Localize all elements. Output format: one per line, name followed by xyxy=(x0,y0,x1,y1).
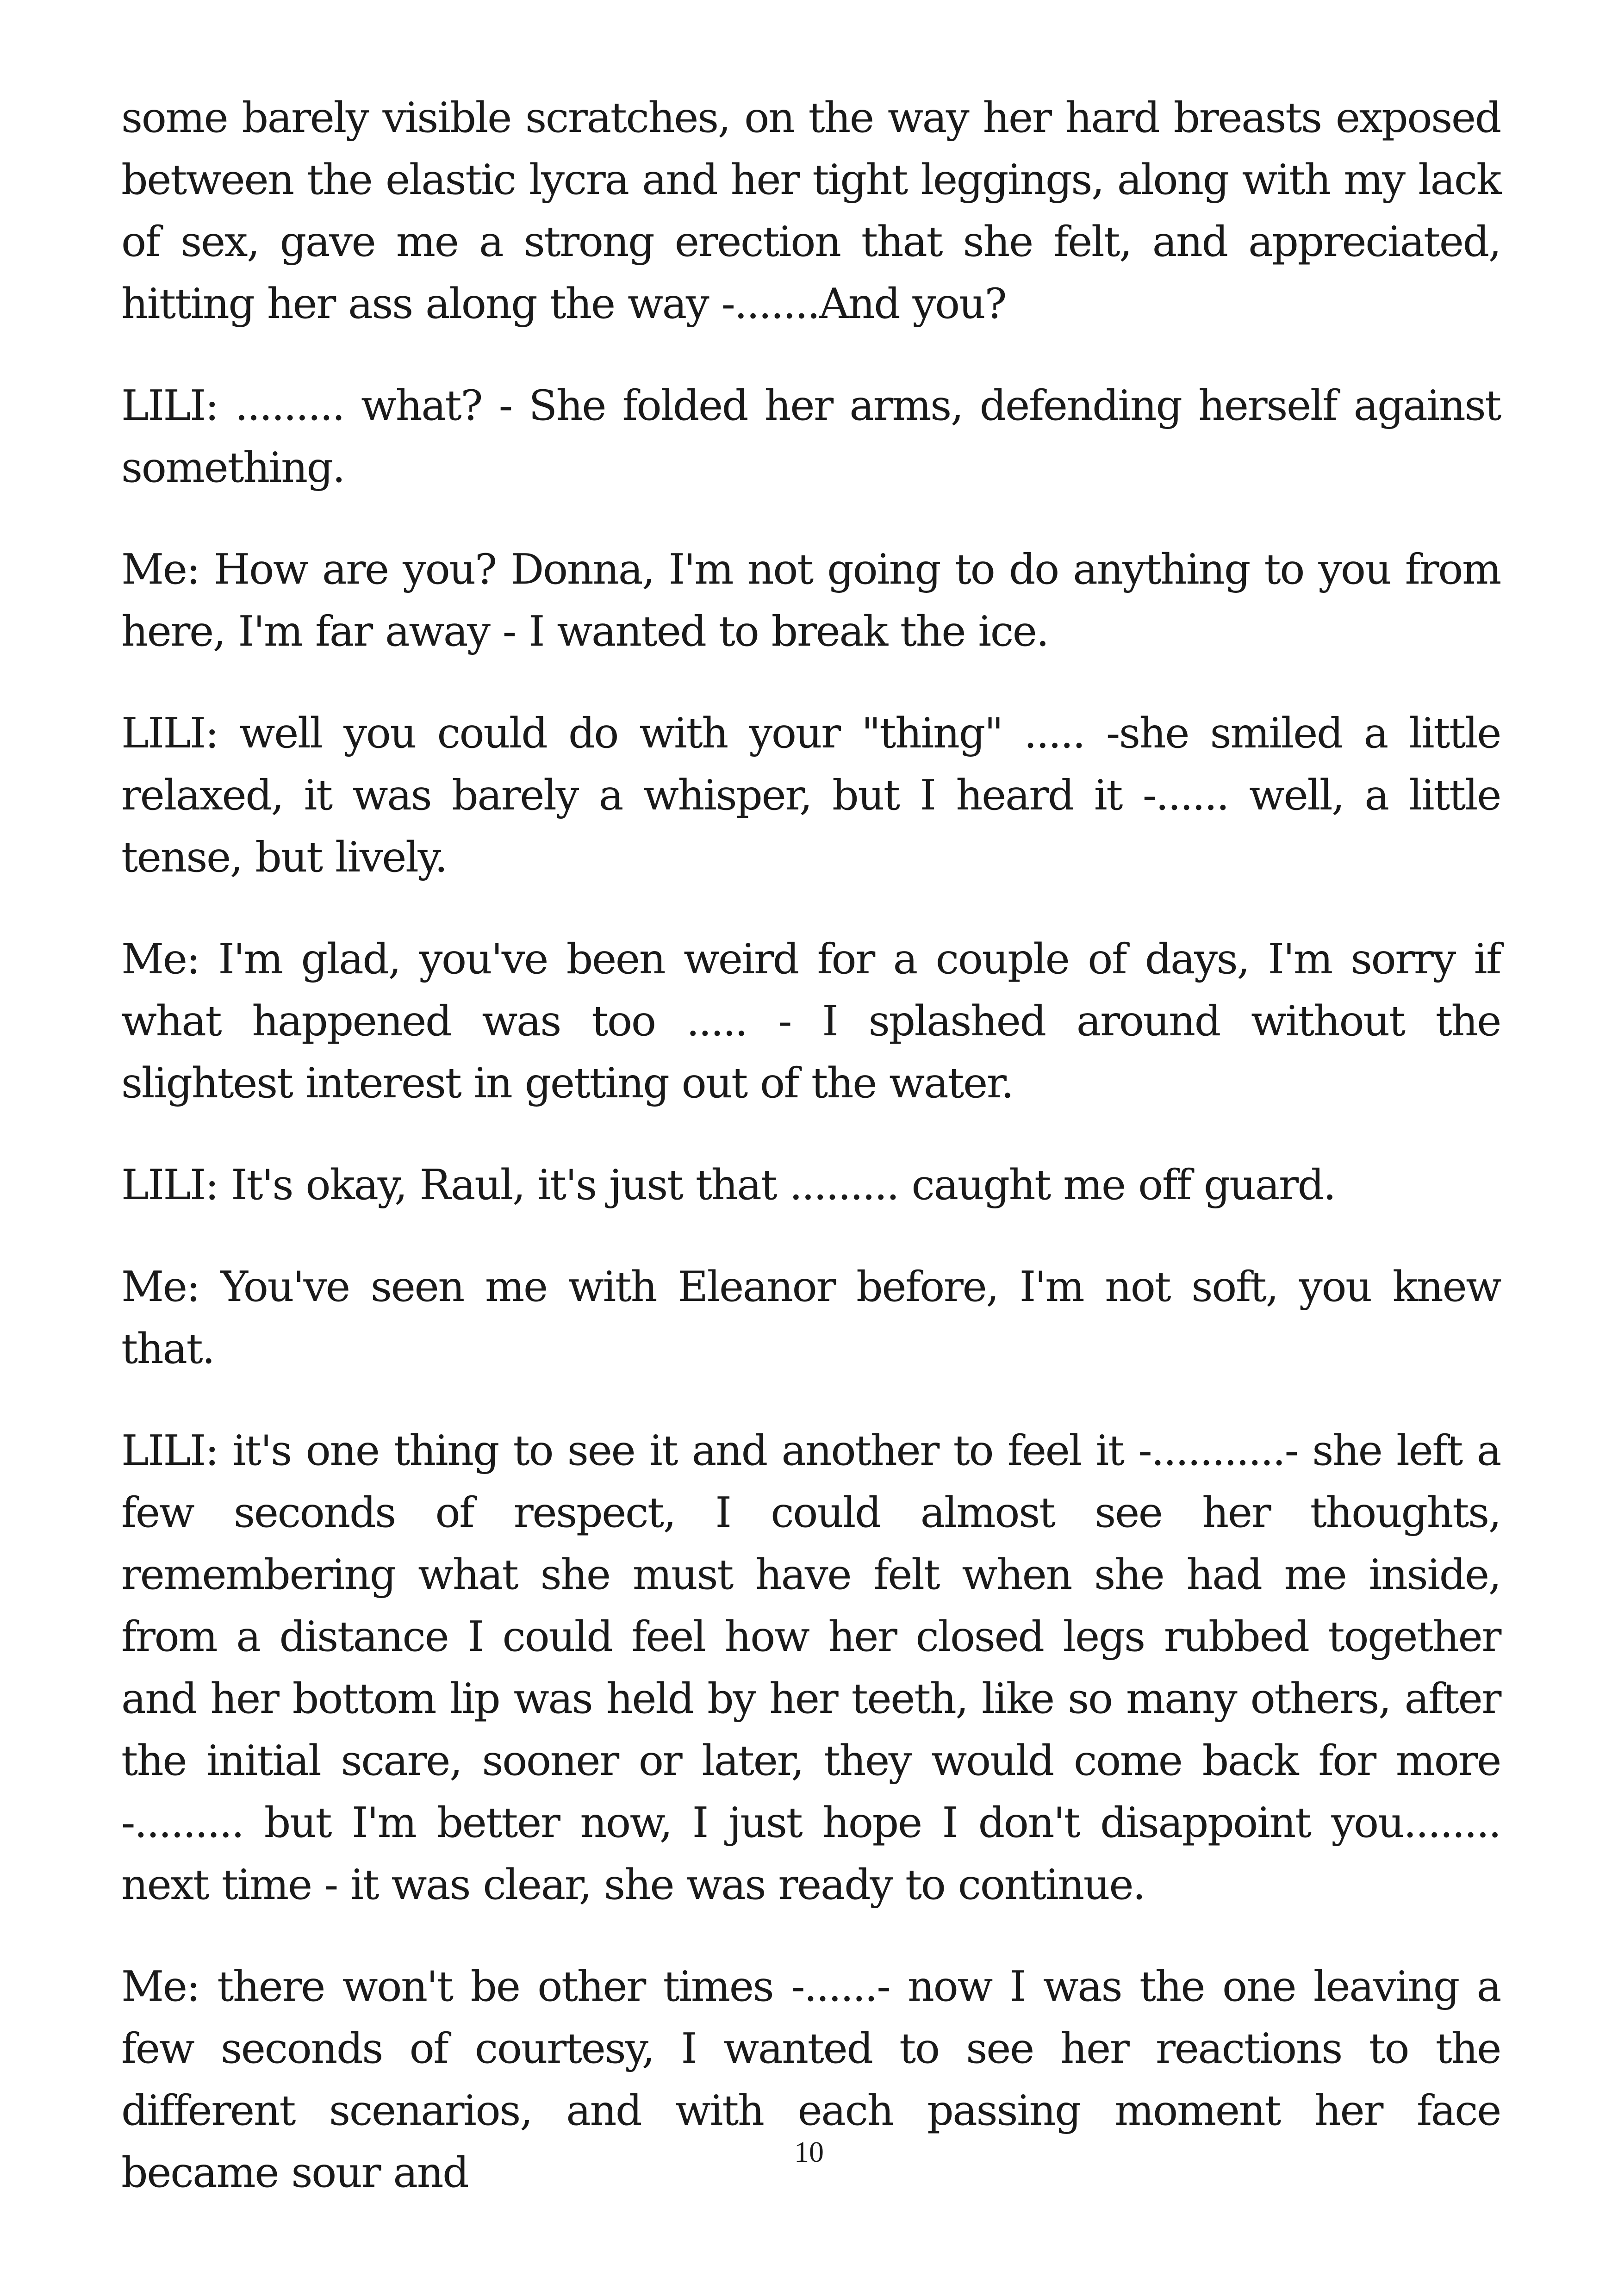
paragraph-4: LILI: well you could do with your "thing" ..... -she smiled a little relaxed, it was barely a whisper, but I heard it -...... well, a little tense, but lively. xyxy=(121,709,1500,882)
paragraph-2: LILI: ......... what? - She folded her arms, defending herself against something. xyxy=(121,381,1500,492)
paragraph-6: LILI: It's okay, Raul, it's just that ......... caught me off guard. xyxy=(121,1161,1336,1209)
paragraph-5: Me: I'm glad, you've been weird for a couple of days, I'm sorry if what happened was too ..... - I splashed around without the slightest interest in getting out of the water. xyxy=(121,935,1500,1108)
paragraph-9: Me: there won't be other times -......- now I was the one leaving a few seconds of courtesy, I wanted to see her reactions to the different scenarios, and with each passing moment her face became sour and xyxy=(121,1962,1500,2197)
page-number: 10 xyxy=(794,2135,824,2168)
paragraph-1: some barely visible scratches, on the way her hard breasts exposed between the elastic lycra and her tight leggings, along with my lack of sex, gave me a strong erection that she felt, and appreciated, hitting her ass along the way -.......And you? xyxy=(121,93,1500,328)
paragraph-3: Me: How are you? Donna, I'm not going to do anything to you from here, I'm far away - I wanted to break the ice. xyxy=(121,545,1500,656)
paragraph-8: LILI: it's one thing to see it and another to feel it -...........- she left a few seconds of respect, I could almost see her thoughts, remembering what she must have felt when she had me inside, from a distance I could feel how her closed legs rubbed together and her bottom lip was held by her teeth, like so many others, after the initial scare, sooner or later, they would come back for more -......... but I'm better now, I just hope I don't disappoint you........ next time - it was clear, she was ready to continue. xyxy=(121,1426,1500,1909)
body-text xyxy=(121,87,1500,2244)
paragraph-7: Me: You've seen me with Eleanor before, I'm not soft, you knew that. xyxy=(121,1263,1500,1373)
